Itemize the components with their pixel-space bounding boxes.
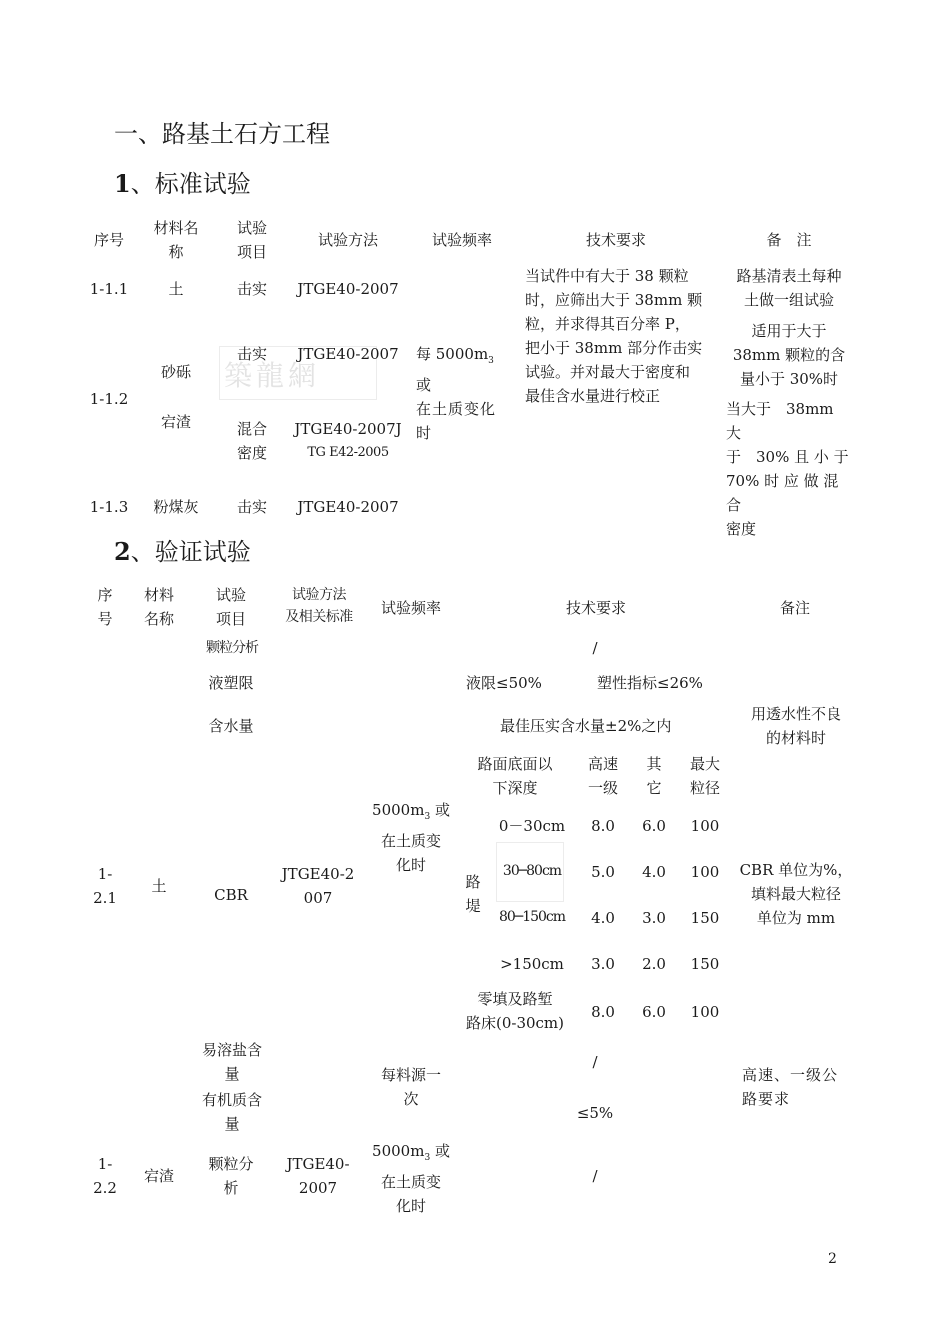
- t2-item-cbr: CBR: [214, 886, 248, 904]
- t2-soil-material: 土: [151, 877, 167, 895]
- t2-header-material: 材料 名称: [143, 586, 174, 628]
- t2-header-frequency: 试验频率: [380, 599, 441, 617]
- section-title: 一、路基土石方工程: [114, 120, 330, 148]
- cbr-last-highway: 8.0: [591, 1003, 615, 1021]
- t1-header-seq: 序号: [93, 231, 124, 249]
- subsection-title-verification-test: [114, 532, 251, 567]
- t2-water-content-requirement: 最佳压实含水量±2%之内: [500, 717, 672, 735]
- t1-technical-requirement: 当试件中有大于 38 颗粒 时，应筛出大于 38mm 颗 粒，并求得其百分率 P， 把小于 38mm 部分作击实 试验。并对最大于密度和 最佳含水量进行校正: [525, 267, 703, 405]
- t2-slag-requirement: /: [592, 1167, 598, 1185]
- t1-row1-material: 土: [168, 280, 184, 298]
- watermark-text: 築龍網: [224, 359, 321, 392]
- cbr-row-highway: 5.0: [591, 863, 615, 881]
- t1-header-method: 试验方法: [317, 231, 378, 249]
- t2-header-item: 试验 项目: [215, 586, 246, 628]
- cbr-row-highway: 8.0: [591, 817, 615, 835]
- cbr-row-depth: 0－30cm: [498, 817, 566, 835]
- t2-organic-requirement: ≤5%: [576, 1104, 614, 1122]
- cbr-row-other: 2.0: [642, 955, 666, 973]
- cbr-row-depth: 80─150cm: [498, 909, 566, 925]
- cbr-row-other: 6.0: [642, 817, 666, 835]
- cbr-last-max: 100: [690, 1003, 720, 1021]
- t1-row1-item: 击实: [236, 280, 267, 298]
- t1-header-item: 试验 项目: [236, 219, 267, 261]
- cbr-row-max: 100: [690, 863, 720, 881]
- cbr-row-max: 100: [690, 817, 720, 835]
- cbr-header-depth: 路面底面以 下深度: [477, 755, 553, 797]
- t2-slag-frequency: $5000m_3$ 或 在土质变 化时: [372, 1142, 450, 1215]
- t2-extra-note: 高速、一级公 路要求: [742, 1066, 839, 1108]
- t1-note-below-30: 适用于大于 38mm 颗粒的含 量小于 30%时: [732, 322, 846, 388]
- page-number: 2: [828, 1251, 837, 1267]
- t2-slag-seq: 1- 2.2: [93, 1155, 117, 1197]
- cbr-header-max-size: 最大 粒径: [689, 755, 720, 797]
- cbr-last-other: 6.0: [642, 1003, 666, 1021]
- t2-soil-method: JTGE40-2 007: [281, 865, 355, 907]
- cbr-row-highway: 3.0: [591, 955, 615, 973]
- cbr-row-max: 150: [690, 955, 720, 973]
- t1-header-material: 材料名 称: [153, 219, 199, 261]
- cbr-embankment-label: 路 堤: [465, 873, 481, 915]
- t1-row2-item-mixed-density: 混合 密度: [236, 420, 267, 462]
- t1-row2-item-compaction: 击实: [236, 345, 267, 363]
- t2-slag-material: 宕渣: [143, 1167, 174, 1185]
- t2-liquid-limit-requirement: 液限≤50%: [466, 674, 542, 692]
- t1-note-clearing: 路基清表土每种 土做一组试验: [736, 267, 842, 309]
- t1-row1-method: JTGE40-2007: [297, 280, 399, 298]
- t2-header-seq: 序 号: [97, 586, 113, 628]
- cbr-row-depth: 30─80cm: [502, 863, 562, 879]
- t2-header-note: 备注: [779, 599, 810, 617]
- t2-item-soluble-salt: 易溶盐含 量: [201, 1041, 262, 1083]
- cbr-note: CBR 单位为%， 填料最大粒径 单位为 mm: [739, 861, 853, 927]
- t2-salt-requirement: /: [592, 1053, 598, 1071]
- t1-frequency: 每 $5000m_3$ 或 在土质变化 时: [416, 345, 497, 442]
- subsection-number: 2: [114, 537, 131, 566]
- t2-header-method: 试验方法 及相关标准: [285, 587, 353, 625]
- subsection-label: 、验证试验: [130, 538, 251, 566]
- subsection-title-standard-test: [114, 164, 251, 199]
- t1-row2-material-gravel: 砂砾: [160, 363, 191, 381]
- t1-header-note: 备 注: [766, 231, 812, 249]
- t2-header-requirement: 技术要求: [565, 599, 626, 617]
- t2-item-organic-matter: 有机质含 量: [201, 1091, 262, 1133]
- t1-note-30-to-70: 当大于 38mm 大 于 30% 且 小 于 70% 时 应 做 混 合 密度: [726, 400, 849, 538]
- t1-row3-item: 击实: [236, 498, 267, 516]
- t1-row3-method: JTGE40-2007: [297, 498, 399, 516]
- t2-soil-frequency: $5000m_3$ 或 在土质变 化时: [372, 801, 450, 874]
- cbr-row-other: 4.0: [642, 863, 666, 881]
- cbr-row-highway: 4.0: [591, 909, 615, 927]
- subsection-number: 1: [114, 169, 131, 198]
- t1-row2-method-mixed-density: JTGE40-2007J TG E42-2005: [294, 420, 402, 460]
- cbr-last-depth: 零填及路堑 路床(0-30cm): [465, 990, 565, 1032]
- t1-row3-seq: 1-1.3: [89, 498, 129, 516]
- t2-item-particle-analysis: 颗粒分析: [206, 640, 258, 656]
- t1-row2-material-slag: 宕渣: [160, 413, 191, 431]
- subsection-label: 、标准试验: [130, 170, 251, 198]
- t1-header-frequency: 试验频率: [431, 231, 492, 249]
- t2-water-content-note: 用透水性不良 的材料时: [750, 705, 841, 747]
- t2-particle-requirement: /: [592, 639, 598, 657]
- t2-soil-seq: 1- 2.1: [93, 865, 117, 907]
- cbr-header-highway: 高速 一级: [587, 755, 618, 797]
- t1-row1-seq: 1-1.1: [89, 280, 129, 298]
- cbr-row-depth: >150cm: [500, 955, 564, 973]
- t2-plastic-index-requirement: 塑性指标≤26%: [597, 674, 703, 692]
- t2-extra-frequency: 每料源一 次: [380, 1066, 441, 1108]
- t2-item-water-content: 含水量: [208, 717, 254, 735]
- t1-row2-method-compaction: JTGE40-2007: [297, 345, 399, 363]
- t2-item-liquid-plastic-limit: 液塑限: [208, 674, 254, 692]
- t1-row3-material: 粉煤灰: [153, 498, 199, 516]
- t2-slag-method: JTGE40- 2007: [286, 1155, 350, 1197]
- cbr-row-other: 3.0: [642, 909, 666, 927]
- t1-row2-seq: 1-1.2: [89, 390, 129, 408]
- t2-slag-item: 颗粒分 析: [208, 1155, 254, 1197]
- cbr-header-other: 其 它: [646, 755, 662, 797]
- t1-header-requirement: 技术要求: [585, 231, 646, 249]
- cbr-row-max: 150: [690, 909, 720, 927]
